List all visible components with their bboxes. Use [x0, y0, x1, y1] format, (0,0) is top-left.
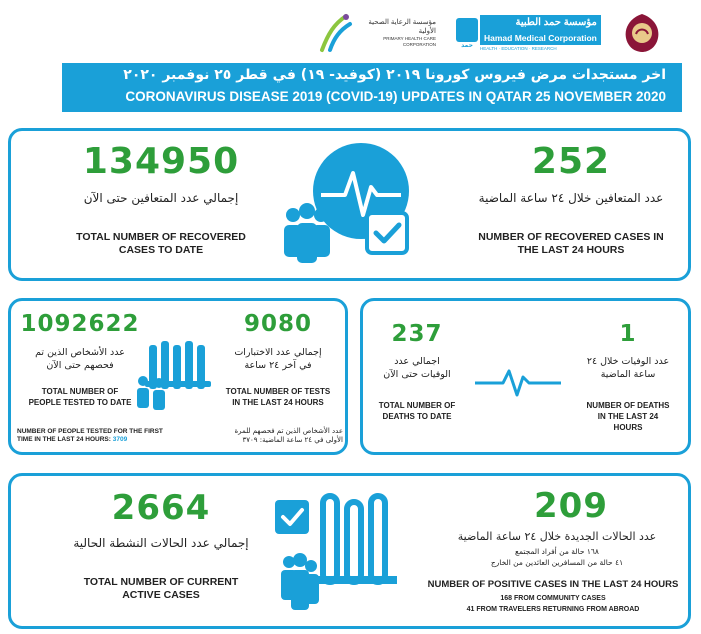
lab-tests-illustration	[273, 490, 413, 622]
phcc-emblem-icon	[316, 12, 354, 54]
deaths-panel	[360, 298, 691, 455]
first-time-tested-ar-2: الأولى في ٢٤ ساعة الماضية: ٣٧٠٩	[242, 436, 343, 445]
daily-deaths-label-en-3: HOURS	[613, 423, 643, 432]
daily-deaths-label-en-2: IN THE LAST 24	[597, 412, 659, 421]
checkmark-box-icon	[275, 500, 309, 534]
first-time-tested-ar-1: عدد الأشخاص الذين تم فحصهم للمرة	[234, 427, 343, 435]
daily-deaths-label-ar-2: ساعة الماضية	[600, 369, 656, 380]
total-recovered-label-ar: إجمالي عدد المتعافين حتى الآن	[83, 191, 239, 205]
total-recovered-label-en-2: CASES TO DATE	[118, 244, 204, 256]
people-tested-label-en-1: TOTAL NUMBER OF	[41, 387, 119, 396]
total-recovered-label-en-1: TOTAL NUMBER OF RECOVERED	[76, 231, 246, 243]
daily-recovered-value: 252	[531, 141, 611, 182]
moph-emblem-icon	[622, 12, 662, 54]
community-cases-ar: ١٦٨ حالة من أفراد المجتمع	[515, 547, 599, 556]
hmc-logo	[456, 10, 606, 56]
travelers-cases-en: 41 FROM TRAVELERS RETURNING FROM ABROAD	[466, 606, 640, 613]
tests-24h-label-ar-2: في آخر ٢٤ ساعة	[244, 360, 312, 371]
first-time-tested-en-2: TIME IN THE LAST 24 HOURS:	[17, 436, 111, 444]
first-time-tested-en	[17, 428, 187, 445]
tests-24h-value: 9080	[243, 311, 312, 337]
people-group-icon	[284, 203, 330, 263]
phcc-name-ar: مؤسسة الرعاية الصحية الأولية	[368, 19, 436, 36]
checkmark-box-icon	[367, 213, 407, 253]
first-time-tested-en-1: NUMBER OF PEOPLE TESTED FOR THE FIRST	[17, 428, 163, 435]
daily-recovered-label-en-2: THE LAST 24 HOURS	[517, 244, 625, 256]
phcc-name-en: PRIMARY HEALTH CARE CORPORATION	[383, 36, 436, 48]
tests-panel	[8, 298, 348, 455]
active-cases-label-ar: إجمالي عدد الحالات النشطة الحالية	[73, 536, 249, 550]
test-tubes-illustration	[129, 331, 217, 411]
people-tested-label-ar-2: فحصهم حتى الآن	[46, 360, 114, 371]
moph-logo	[622, 10, 662, 56]
tests-24h-label-en-1: TOTAL NUMBER OF TESTS	[225, 387, 331, 396]
hmc-name-ar: مؤسسة حمد الطبية	[480, 15, 601, 31]
active-cases-label-en-2: ACTIVE CASES	[122, 589, 200, 601]
total-deaths-label-en-2: DEATHS TO DATE	[382, 412, 452, 421]
first-time-tested-value: 3709	[112, 436, 128, 444]
community-cases-en: 168 FROM COMMUNITY CASES	[500, 595, 606, 602]
recovered-panel	[8, 128, 691, 281]
people-tested-value: 1092622	[20, 311, 140, 337]
test-tube-rack-icon	[323, 496, 385, 582]
title-en: CORONAVIRUS DISEASE 2019 (COVID-19) UPDATES IN QATAR 25 NOVEMBER 2020	[125, 89, 666, 104]
heartbeat-line-icon	[473, 365, 563, 401]
daily-recovered-label-ar: عدد المتعافين خلال ٢٤ ساعة الماضية	[478, 191, 664, 205]
hmc-name-en: Hamad Medical Corporation	[480, 31, 601, 45]
new-cases-label-ar: عدد الحالات الجديدة خلال ٢٤ ساعة الماضية	[457, 530, 657, 543]
title-ar: اخر مستجدات مرض فيروس كورونا ٢٠١٩ (كوفيد- ١٩) في قطر ٢٥ نوفمبر ٢٠٢٠	[123, 67, 666, 83]
people-group-icon	[281, 553, 319, 610]
active-cases-value: 2664	[111, 488, 211, 528]
phcc-logo	[316, 10, 436, 56]
travelers-cases-ar: ٤١ حالة من المسافرين العائدين من الخارج	[490, 558, 624, 567]
hmc-small-label: حمد	[461, 41, 473, 49]
hmc-tagline: HEALTH · EDUCATION · RESEARCH	[480, 46, 557, 52]
tests-24h-label-en-2: IN THE LAST 24 HOURS	[232, 398, 324, 407]
total-deaths-label-ar-2: الوفيات حتى الآن	[383, 369, 451, 380]
tests-24h-label-ar-1: إجمالي عدد الاختبارات	[234, 347, 322, 358]
daily-deaths-label-ar-1: عدد الوفيات خلال ٢٤	[586, 356, 670, 367]
total-deaths-label-en-1: TOTAL NUMBER OF	[378, 401, 456, 410]
daily-deaths-value: 1	[619, 321, 637, 347]
total-deaths-label-ar-1: اجمالي عدد	[394, 356, 440, 367]
title-banner	[62, 63, 682, 112]
new-cases-label-en: NUMBER OF POSITIVE CASES IN THE LAST 24 HOURS	[427, 579, 679, 590]
new-cases-value: 209	[534, 486, 608, 526]
total-deaths-value: 237	[391, 321, 443, 347]
hmc-emblem-icon	[456, 18, 478, 42]
people-tested-label-en-2: PEOPLE TESTED TO DATE	[28, 398, 132, 407]
active-cases-panel	[8, 473, 691, 629]
daily-recovered-label-en-1: NUMBER OF RECOVERED CASES IN	[478, 231, 664, 243]
total-recovered-value: 134950	[82, 141, 240, 182]
first-time-tested-ar	[191, 427, 343, 446]
active-cases-label-en-1: TOTAL NUMBER OF CURRENT	[83, 576, 239, 588]
people-tested-label-ar-1: عدد الأشخاص الذين تم	[35, 347, 125, 358]
recovered-heartbeat-illustration	[273, 139, 423, 275]
daily-deaths-label-en-1: NUMBER OF DEATHS	[586, 401, 670, 410]
